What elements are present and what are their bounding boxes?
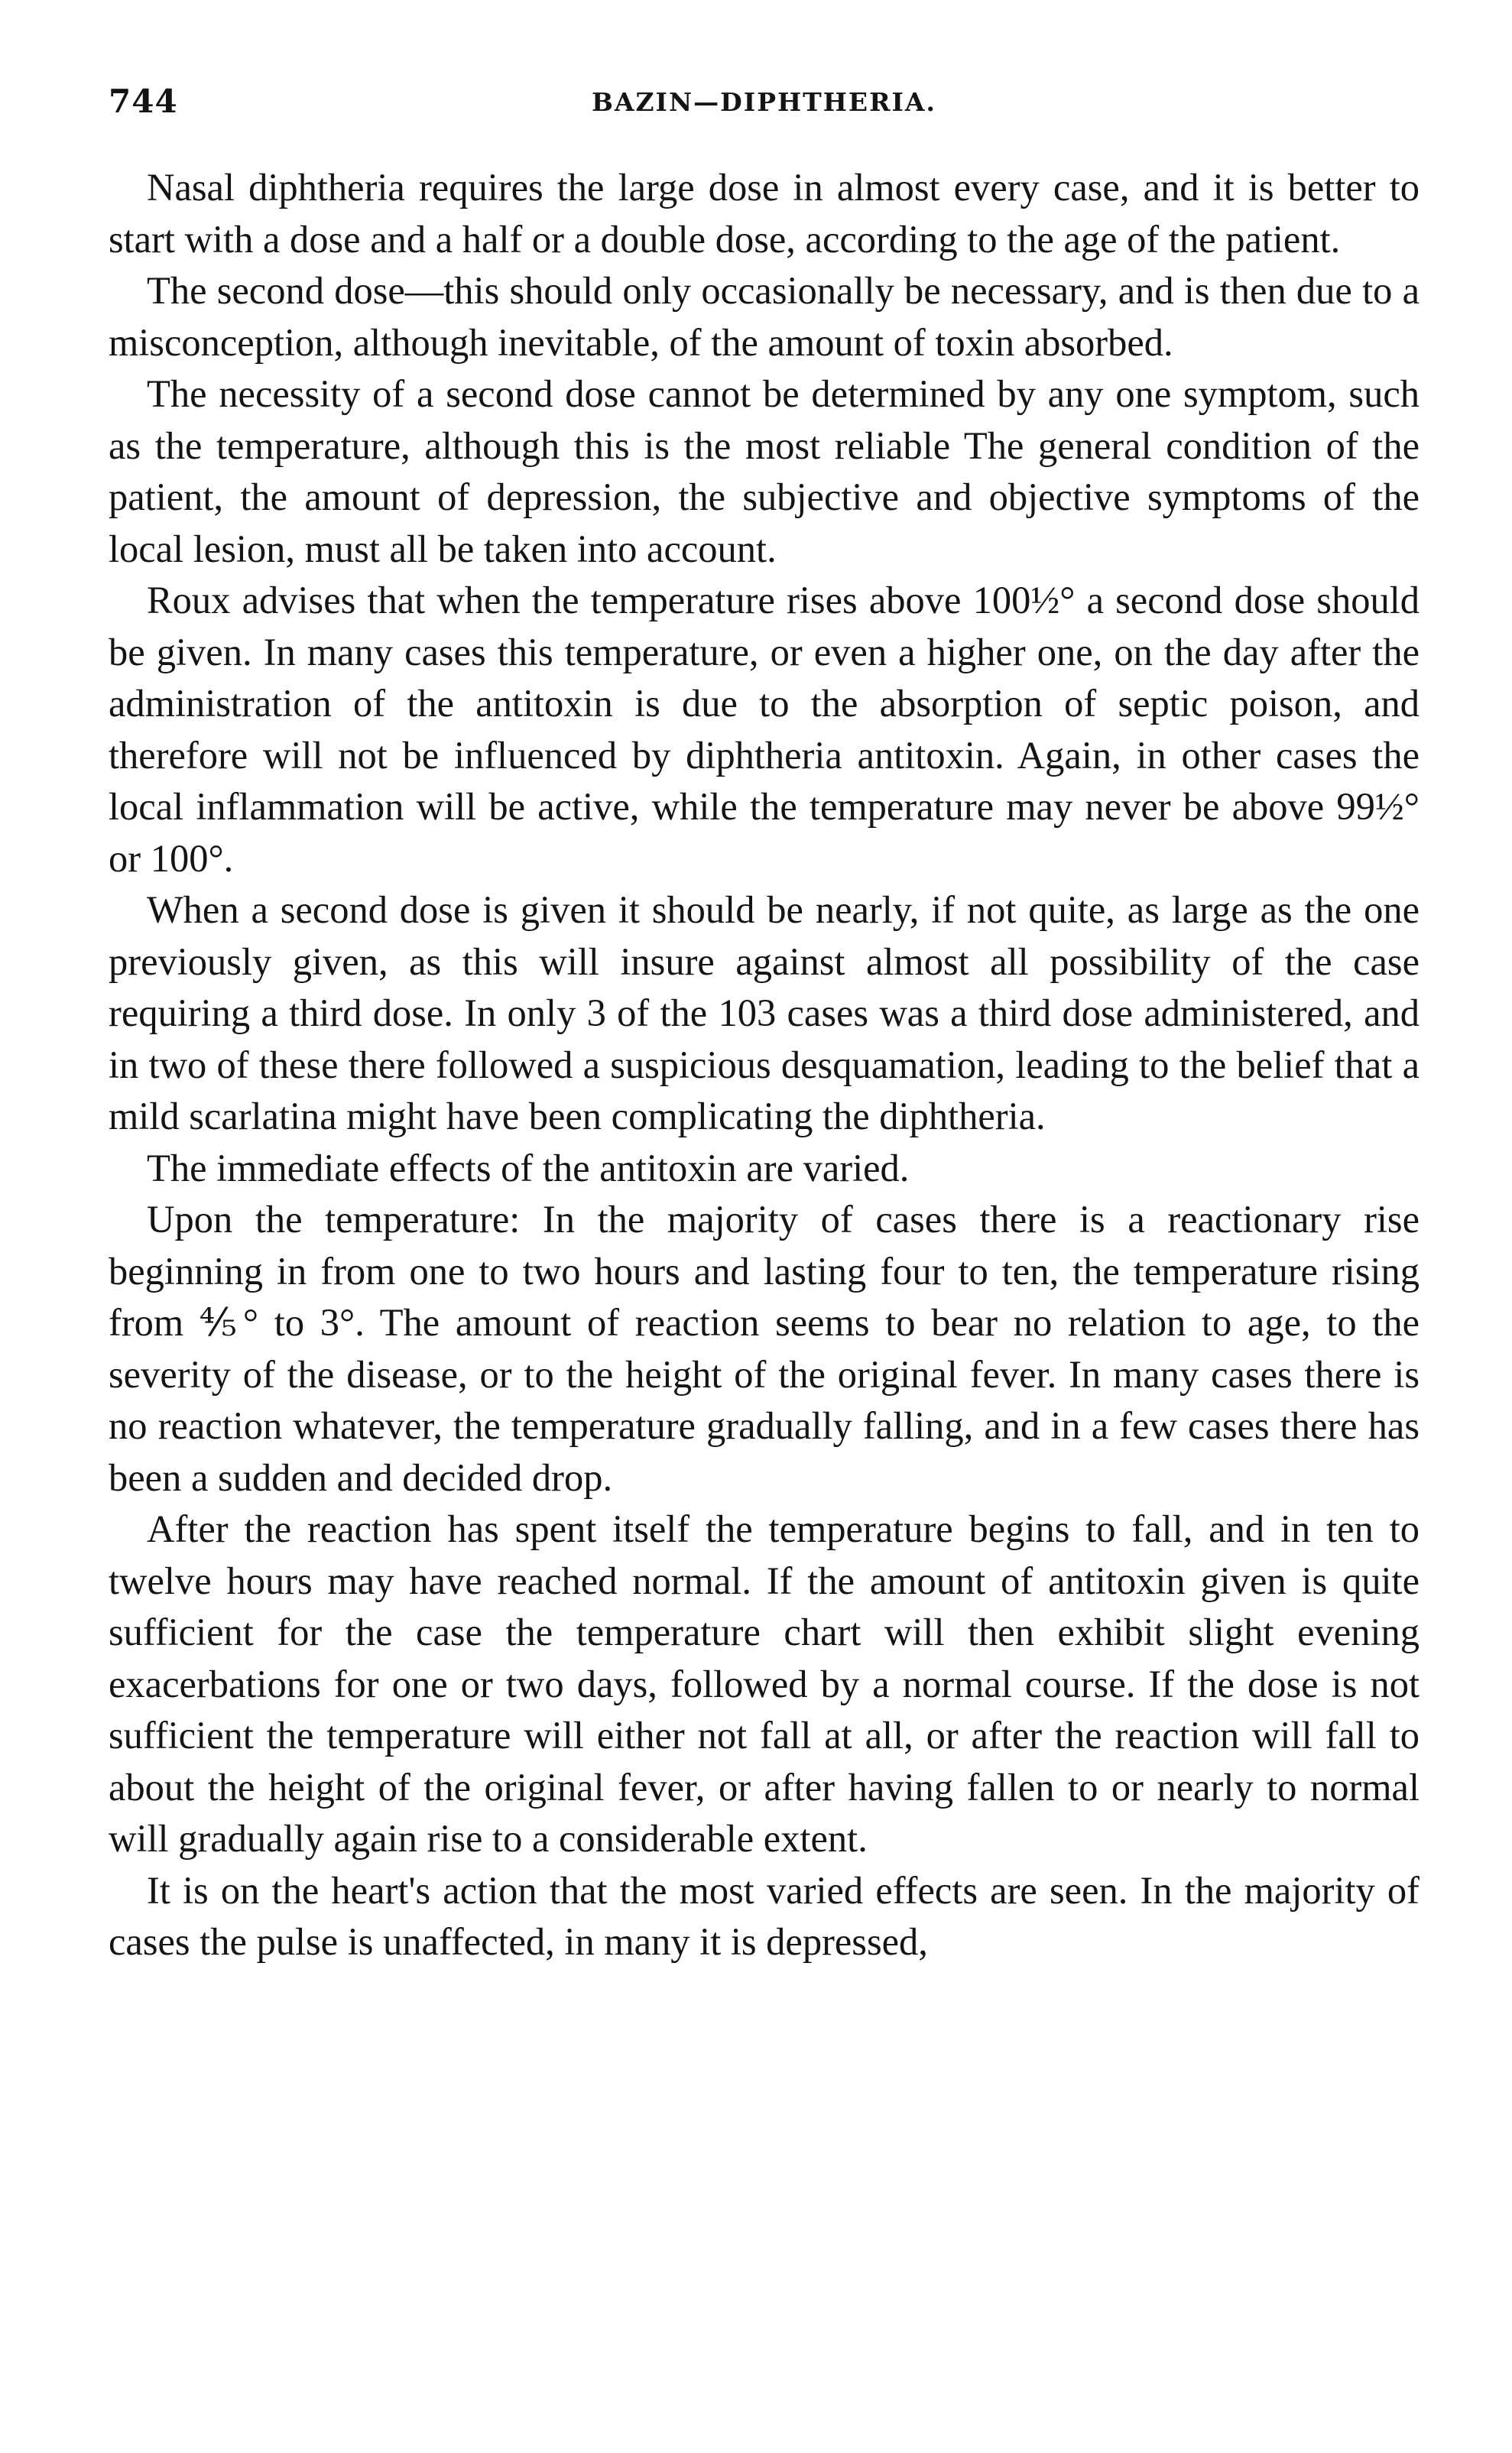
- paragraph-nasal-diphtheria: Nasal diphtheria requires the large dose in almost every case, and it is better to start with a dose and a half or a double dose, according to the age of the patient.: [109, 166, 1420, 261]
- running-title: BAZIN—DIPHTHERIA.: [591, 87, 937, 117]
- paragraph-after-reaction: After the reaction has spent itself the temperature begins to fall, and in ten to twelve hours may have reached normal. If the amount of antitoxin given is quite sufficient for the case the temperature chart will then exhibit slight evening exacerbations for one or two days, followed by a normal course. If the dose is not sufficient the temperature will either not fall at all, or after the reaction will fall to about the height of the original fever, or after having fallen to or nearly to normal will gradually again rise to a considerable extent.: [109, 1507, 1420, 1860]
- body-text: [109, 162, 1420, 1968]
- paragraph-roux: Roux advises that when the temperature rises above 100½° a second dose should be given. In many cases this temperature, or even a higher one, on the day after the administration of the antitoxin is due to the absorption of septic poison, and therefore will not be influenced by diphtheria antitoxin. Again, in other cases the local inflammation will be active, while the temperature may never be above 99½° or 100°.: [109, 579, 1420, 880]
- paragraph-necessity: The necessity of a second dose cannot be determined by any one symptom, such as the temperature, although this is the most reliable The general condition of the patient, the amount of depression, the subjective and objective symptoms of the local lesion, must all be taken into account.: [109, 372, 1420, 570]
- page-header: [109, 83, 1420, 128]
- paragraph-heart-action: It is on the heart's action that the most varied effects are seen. In the majority of cases the pulse is unaffected, in many it is depressed,: [109, 1868, 1420, 1963]
- paragraph-temperature: Upon the temperature: In the majority of cases there is a reactionary rise beginning in from one to two hours and lasting four to ten, the temperature rising from ⅘° to 3°. The amount of reaction seems to bear no relation to age, to the severity of the disease, or to the height of the original fever. In many cases there is no reaction whatever, the temperature gradually falling, and in a few cases there has been a sudden and decided drop.: [109, 1198, 1420, 1499]
- paragraph-second-dose: The second dose—this should only occasionally be necessary, and is then due to a misconception, although inevitable, of the amount of toxin absorbed.: [109, 269, 1420, 364]
- paragraph-second-dose-size: When a second dose is given it should be nearly, if not quite, as large as the one previously given, as this will insure against almost all possibility of the case requiring a third dose. In only 3 of the 103 cases was a third dose administered, and in two of these there followed a suspicious desquamation, leading to the belief that a mild scarlatina might have been complicating the diphtheria.: [109, 888, 1420, 1137]
- paragraph-immediate-effects: The immediate effects of the antitoxin are varied.: [147, 1146, 910, 1189]
- page-number: 744: [109, 83, 178, 120]
